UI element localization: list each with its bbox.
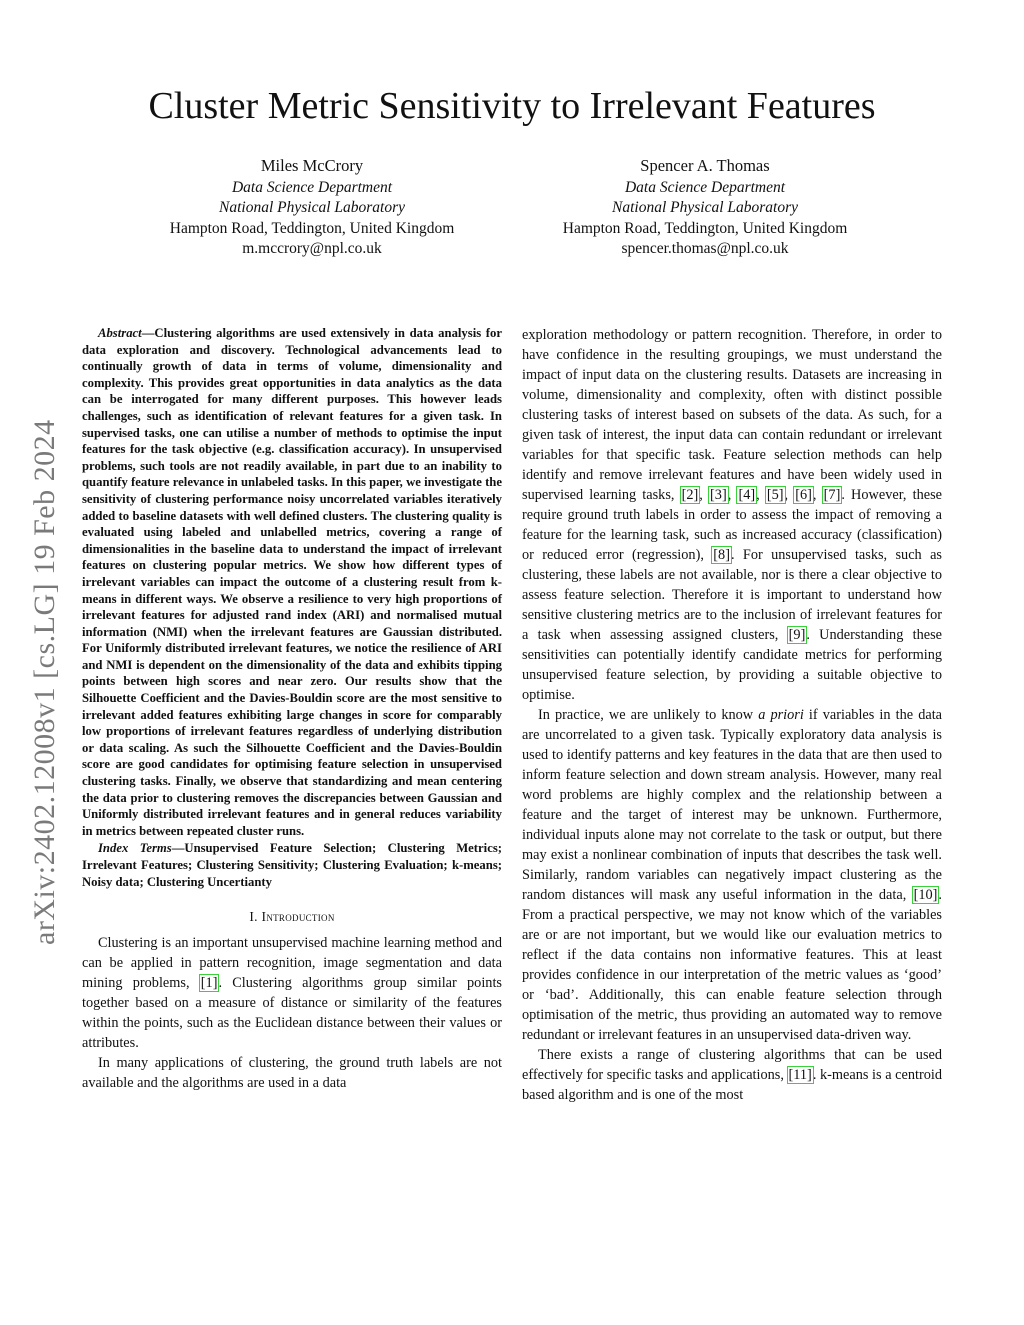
citation-link[interactable]: [1] — [200, 975, 218, 992]
citation-link[interactable]: [6] — [795, 487, 812, 503]
intro-paragraph-2-cont: exploration methodology or pattern recognition. Therefore, in order to have confidence in the resulting groupings, we must understand the impact of input data on the clustering results. Datasets are increasing in volume, dimensionality and complexity, often with distinct possible clustering tasks of interest based on subsets of the data. As such, for a given task of interest, the input data can contain redundant or irrelevant variables for that specific task. Feature selection methods can help identify and remove irrelevant features and have been widely used in supervised learning tasks, [2], [3], [4], [5], [6], [7]. However, these require ground truth labels in order to assess the impact of removing a feature for the learning task, such as increased accuracy (classification) or reduced error (regression), [8]. For unsupervised tasks, such as clustering, these labels are not available, nor is there a clear objective to assess feature selection. Therefore it is important to understand how sensitive clustering metrics are to the inclusion of irrelevant features for a task when assessing assigned clusters, [9]. Understanding these sensitivities can potentially identify candidate metrics for performing unsupervised feature selection, by providing a suitable objective to optimise. — [522, 327, 942, 703]
author-name: Spencer A. Thomas — [640, 156, 770, 175]
author-name: Miles McCrory — [260, 156, 364, 175]
author-address: Hampton Road, Teddington, United Kingdom — [562, 219, 848, 237]
citation-link[interactable]: [10] — [913, 887, 938, 903]
citation-link[interactable]: [2] — [681, 487, 699, 503]
author-address: Hampton Road, Teddington, United Kingdom — [169, 219, 455, 237]
text-run: if variables in the data are uncorrelated to a given task. Typically exploratory data analysis is used to identify patterns and key features in the data that are then used to inform feature selection and down stream analysis. However, many real word problems are highly complex and the relationship between a feature and the target of interest may be unknown. Furthermore, individual inputs alone may not correlate to the task or output, but there may exist a nonlinear combination of inputs that describes the task well. Similarly, random variables can negatively impact clustering as the random distances will mask any useful information in the data, — [522, 707, 943, 903]
citation-link[interactable]: [5] — [766, 487, 784, 503]
text-run: In practice, we are unlikely to know — [538, 707, 759, 723]
citation-link[interactable]: [9] — [788, 627, 806, 643]
text-run: Clustering is an important unsupervised machine learning method and can be applied in pattern recognition, image segmentation and data mining problems, — [82, 935, 502, 992]
text-run: . However, these require ground truth labels in order to assess the impact of removing a feature for the learning task, such as increased accuracy (classification) or reduced error (regression), — [522, 487, 942, 563]
index-terms-text: —Unsupervised Feature Selection; Clustering Metrics; Irrelevant Features; Clustering Sensitivity; Clustering Evaluation; k-means; Noisy data; Clustering Uncertianty — [82, 841, 502, 889]
section-numeral: I. — [249, 909, 258, 925]
text-run: . For unsupervised tasks, such as clustering, these labels are not available, nor is there a clear objective to assess feature selection. Therefore it is important to understand how sensitive clustering metrics are to the inclusion of irrelevant features for a task when assessing assigned clusters, — [522, 547, 942, 643]
author-institution: National Physical Laboratory — [612, 199, 798, 216]
author-block-2 — [505, 156, 905, 260]
abstract-lead: Abstract — [98, 326, 142, 340]
left-column — [82, 325, 502, 1093]
text-run: . Clustering algorithms group similar points together based on a measure of distance or similarity of the features within the points, such as the Euclidean distance between their values or attributes. — [82, 975, 502, 1052]
text-run: exploration methodology or pattern recognition. Therefore, in order to have confidence in the resulting groupings, we must understand the impact of input data on the clustering results. Datasets are increasing in volume, dimensionality and complexity, often with distinct possible clustering tasks of interest based on subsets of the data. As such, for a given task of interest, the input data can contain redundant or irrelevant variables for that specific task. Feature selection methods can help identify and remove irrelevant features and have been widely used in supervised learning tasks, — [522, 327, 942, 503]
author-email: m.mccrory@npl.co.uk — [242, 240, 382, 257]
citation-link[interactable]: [4] — [738, 487, 756, 503]
citation-link[interactable]: [3] — [710, 487, 727, 503]
intro-paragraph-4 — [522, 1045, 942, 1105]
section-heading — [82, 908, 502, 926]
abstract — [82, 325, 502, 839]
section-title: Introduction — [261, 909, 335, 925]
arxiv-identifier-text: arXiv:2402.12008v1 [cs.LG] 19 Feb 2024 — [28, 419, 61, 945]
citation-link[interactable]: [8] — [713, 547, 730, 563]
index-terms — [82, 840, 502, 890]
index-terms-lead: Index Terms — [98, 841, 172, 856]
abstract-text: —Clustering algorithms are used extensively in data analysis for data exploration and discovery. Technological advancements lead to continually growth of data in terms of volume, dimensionality and complexity. This provides great opportunities in data analytics as the data can be interrogated for many different purposes. This however leads challenges, such as identification of relevant features for a given task. In supervised tasks, one can utilise a number of methods to optimise the input features for the task objective (e.g. classification accuracy). In unsupervised problems, such tools are not readily available, in part due to an inability to quantify feature relevance in unlabeled tasks. In this paper, we investigate the sensitivity of clustering performance noisy uncorrelated variables iteratively added to baseline datasets with well defined clusters. The clustering quality is evaluated using labeled and unlabelled metrics, covering a range of dimensionalities in the baseline data to understand the impact of irrelevant features on clustering popular metrics. We show how different types of irrelevant variables can impact the outcome of a clustering result from k-means in different ways. We observe a resilience to very high proportions of irrelevant features for adjusted rand index (ARI) and normalised mutual information (NMI) when the irrelevant features are Gaussian distributed. For Uniformly distributed irrelevant features, we notice the resilience of ARI and NMI is dependent on the dimensionality of the data and exhibits tipping points between high scores and near zero. Our results show that the Silhouette Coefficient and the Davies-Bouldin score are the most sensitive to irrelevant added features exhibiting large changes in score for comparably low proportions of irrelevant features regardless of underlying distribution or data scaling. As such the Silhouette Coefficient and the Davies-Bouldin score are good candidates for optimising feature selection in unsupervised clustering tasks. Finally, we observe that standardizing and mean centering the data prior to clustering removes the discrepancies between Gaussian and Uniformly distributed irrelevant features and in general reduces variability in metrics between repeated cluster runs. — [82, 326, 502, 838]
paper-title: Cluster Metric Sensitivity to Irrelevant Features — [148, 85, 876, 127]
text-run: There exists a range of clustering algorithms that can be used effectively for specific tasks and applications, — [522, 1047, 942, 1083]
author-email: spencer.thomas@npl.co.uk — [621, 240, 789, 257]
text-run: . Understanding these sensitivities can potentially identify candidate metrics for performing unsupervised feature selection, by providing a suitable objective to optimise. — [522, 627, 942, 703]
author-block-1 — [112, 156, 512, 260]
citation-link[interactable]: [11] — [788, 1067, 812, 1083]
author-department: Data Science Department — [231, 178, 393, 196]
text-run: . k-means is a centroid based algorithm and is one of the most — [522, 1067, 942, 1103]
intro-paragraph-1 — [82, 933, 502, 1053]
text-run: . From a practical perspective, we may not know which of the variables are or are not important, but we would like our evaluation metrics to reflect if the data contains non informative features. This at least provides confidence in our interpretation of the metric values as ‘good’ or ‘bad’. Additionally, this can enable feature selection through optimisation of the metric, thus providing an automated way to remove redundant or irrelevant features in an unsupervised data-driven way. — [522, 887, 942, 1043]
author-institution: National Physical Laboratory — [219, 199, 405, 216]
intro-paragraph-2: In many applications of clustering, the ground truth labels are not available and the algorithms are used in a data — [82, 1055, 502, 1092]
author-department: Data Science Department — [624, 178, 786, 196]
intro-paragraph-3 — [522, 705, 942, 1045]
right-column — [522, 325, 942, 1105]
citation-link[interactable]: [7] — [823, 487, 841, 503]
emphasis: a priori — [758, 707, 804, 723]
